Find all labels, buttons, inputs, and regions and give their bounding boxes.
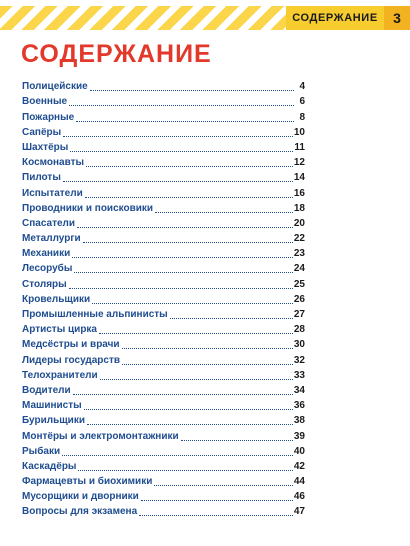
toc-entry[interactable] [22, 215, 305, 230]
toc-entry-title: Испытатели [22, 187, 83, 199]
toc-leader-dots [170, 318, 293, 319]
toc-entry-title: Спасатели [22, 217, 76, 229]
toc-entry-title: Космонавты [22, 157, 85, 169]
toc-entry[interactable] [22, 458, 305, 473]
toc-entry-page: 16 [293, 187, 305, 199]
toc-entry-title: Полицейские [22, 81, 88, 93]
toc-entry-page: 4 [299, 81, 305, 93]
toc-leader-dots [90, 90, 294, 91]
toc-entry-page: 25 [293, 278, 305, 290]
toc-entry[interactable] [22, 503, 305, 518]
toc-entry[interactable] [22, 169, 305, 184]
toc-entry-title: Медсёстры и врачи [22, 339, 120, 351]
toc-leader-dots [63, 181, 293, 182]
toc-entry-page: 20 [293, 217, 305, 229]
toc-entry-title: Машинисты [22, 400, 82, 412]
toc-entry[interactable] [22, 412, 305, 427]
section-label: СОДЕРЖАНИЕ [286, 6, 384, 30]
toc-entry-page: 46 [293, 491, 305, 503]
toc-entry[interactable] [22, 93, 305, 108]
toc-entry-page: 14 [293, 172, 305, 184]
toc-entry-title: Каскадёры [22, 460, 77, 472]
toc-leader-dots [63, 136, 293, 137]
toc-entry-page: 47 [293, 506, 305, 518]
table-of-contents [22, 78, 305, 518]
toc-entry[interactable] [22, 291, 305, 306]
toc-leader-dots [100, 379, 293, 380]
toc-entry-page: 40 [293, 445, 305, 457]
toc-leader-dots [69, 288, 293, 289]
toc-entry-page: 32 [293, 354, 305, 366]
page-number: 3 [384, 6, 410, 30]
toc-entry[interactable] [22, 275, 305, 290]
toc-leader-dots [73, 394, 293, 395]
toc-leader-dots [74, 272, 293, 273]
toc-entry-title: Кровельщики [22, 293, 91, 305]
toc-leader-dots [139, 515, 293, 516]
toc-entry[interactable] [22, 139, 305, 154]
toc-entry[interactable] [22, 321, 305, 336]
toc-leader-dots [87, 424, 293, 425]
toc-entry-page: 44 [293, 476, 305, 488]
toc-leader-dots [62, 455, 293, 456]
toc-entry[interactable] [22, 260, 305, 275]
toc-entry-title: Пожарные [22, 111, 75, 123]
toc-leader-dots [86, 166, 293, 167]
toc-leader-dots [141, 500, 293, 501]
toc-entry-page: 28 [293, 324, 305, 336]
toc-entry-title: Телохранители [22, 369, 98, 381]
toc-entry[interactable] [22, 488, 305, 503]
toc-entry-page: 11 [294, 141, 305, 153]
toc-entry[interactable] [22, 397, 305, 412]
toc-entry-page: 24 [293, 263, 305, 275]
toc-entry-page: 30 [293, 339, 305, 351]
toc-entry-title: Монтёры и электромонтажники [22, 430, 179, 442]
toc-entry-title: Проводники и поисковики [22, 202, 154, 214]
toc-leader-dots [181, 440, 293, 441]
toc-entry[interactable] [22, 427, 305, 442]
toc-entry[interactable] [22, 443, 305, 458]
toc-entry-title: Водители [22, 384, 71, 396]
toc-entry[interactable] [22, 367, 305, 382]
toc-entry[interactable] [22, 78, 305, 93]
toc-entry-title: Лесорубы [22, 263, 73, 275]
toc-leader-dots [77, 227, 293, 228]
toc-entry-title: Артисты цирка [22, 324, 97, 336]
toc-entry[interactable] [22, 306, 305, 321]
toc-leader-dots [78, 470, 292, 471]
toc-entry-title: Сапёры [22, 126, 62, 138]
toc-leader-dots [122, 364, 293, 365]
toc-entry[interactable] [22, 200, 305, 215]
toc-leader-dots [72, 257, 293, 258]
toc-leader-dots [155, 212, 293, 213]
toc-entry-page: 10 [293, 126, 305, 138]
toc-entry-title: Промышленные альпинисты [22, 309, 168, 320]
toc-entry-title: Вопросы для экзамена [22, 506, 138, 518]
toc-entry[interactable] [22, 336, 305, 351]
toc-entry[interactable] [22, 382, 305, 397]
toc-leader-dots [92, 303, 293, 304]
toc-entry-title: Лидеры государств [22, 354, 121, 366]
toc-entry-page: 38 [293, 415, 305, 427]
toc-entry-title: Мусорщики и дворники [22, 491, 139, 503]
toc-leader-dots [122, 348, 293, 349]
toc-entry[interactable] [22, 351, 305, 366]
toc-entry-title: Рыбаки [22, 445, 61, 457]
toc-entry-page: 26 [293, 293, 305, 305]
toc-entry-page: 34 [293, 384, 305, 396]
page-title: СОДЕРЖАНИЕ [21, 40, 212, 68]
toc-entry[interactable] [22, 184, 305, 199]
toc-entry-title: Металлурги [22, 233, 81, 245]
toc-leader-dots [85, 197, 293, 198]
toc-entry-page: 27 [293, 309, 305, 320]
toc-entry-page: 6 [299, 96, 305, 108]
toc-entry-page: 42 [293, 460, 305, 472]
toc-entry-page: 22 [293, 233, 305, 245]
toc-entry[interactable] [22, 230, 305, 245]
toc-leader-dots [99, 333, 293, 334]
toc-leader-dots [84, 409, 293, 410]
toc-entry-title: Пилоты [22, 172, 61, 184]
toc-entry-title: Фармацевты и биохимики [22, 476, 153, 488]
toc-leader-dots [154, 485, 293, 486]
toc-entry-title: Военные [22, 96, 68, 108]
toc-leader-dots [76, 121, 294, 122]
toc-entry-title: Бурильщики [22, 415, 85, 427]
toc-entry-title: Шахтёры [22, 141, 69, 153]
toc-entry-page: 8 [299, 111, 305, 123]
toc-entry-page: 39 [293, 430, 305, 442]
toc-entry-title: Механики [22, 248, 71, 260]
toc-entry[interactable] [22, 108, 305, 123]
toc-entry-page: 12 [293, 157, 305, 169]
toc-leader-dots [83, 242, 293, 243]
toc-leader-dots [70, 151, 293, 152]
toc-entry-page: 36 [293, 400, 305, 412]
toc-entry[interactable] [22, 245, 305, 260]
toc-entry-page: 18 [293, 202, 305, 214]
toc-entry[interactable] [22, 473, 305, 488]
toc-entry[interactable] [22, 124, 305, 139]
toc-leader-dots [69, 105, 294, 106]
toc-entry-title: Столяры [22, 278, 67, 290]
toc-entry[interactable] [22, 154, 305, 169]
toc-entry-page: 23 [293, 248, 305, 260]
toc-entry-page: 33 [293, 369, 305, 381]
